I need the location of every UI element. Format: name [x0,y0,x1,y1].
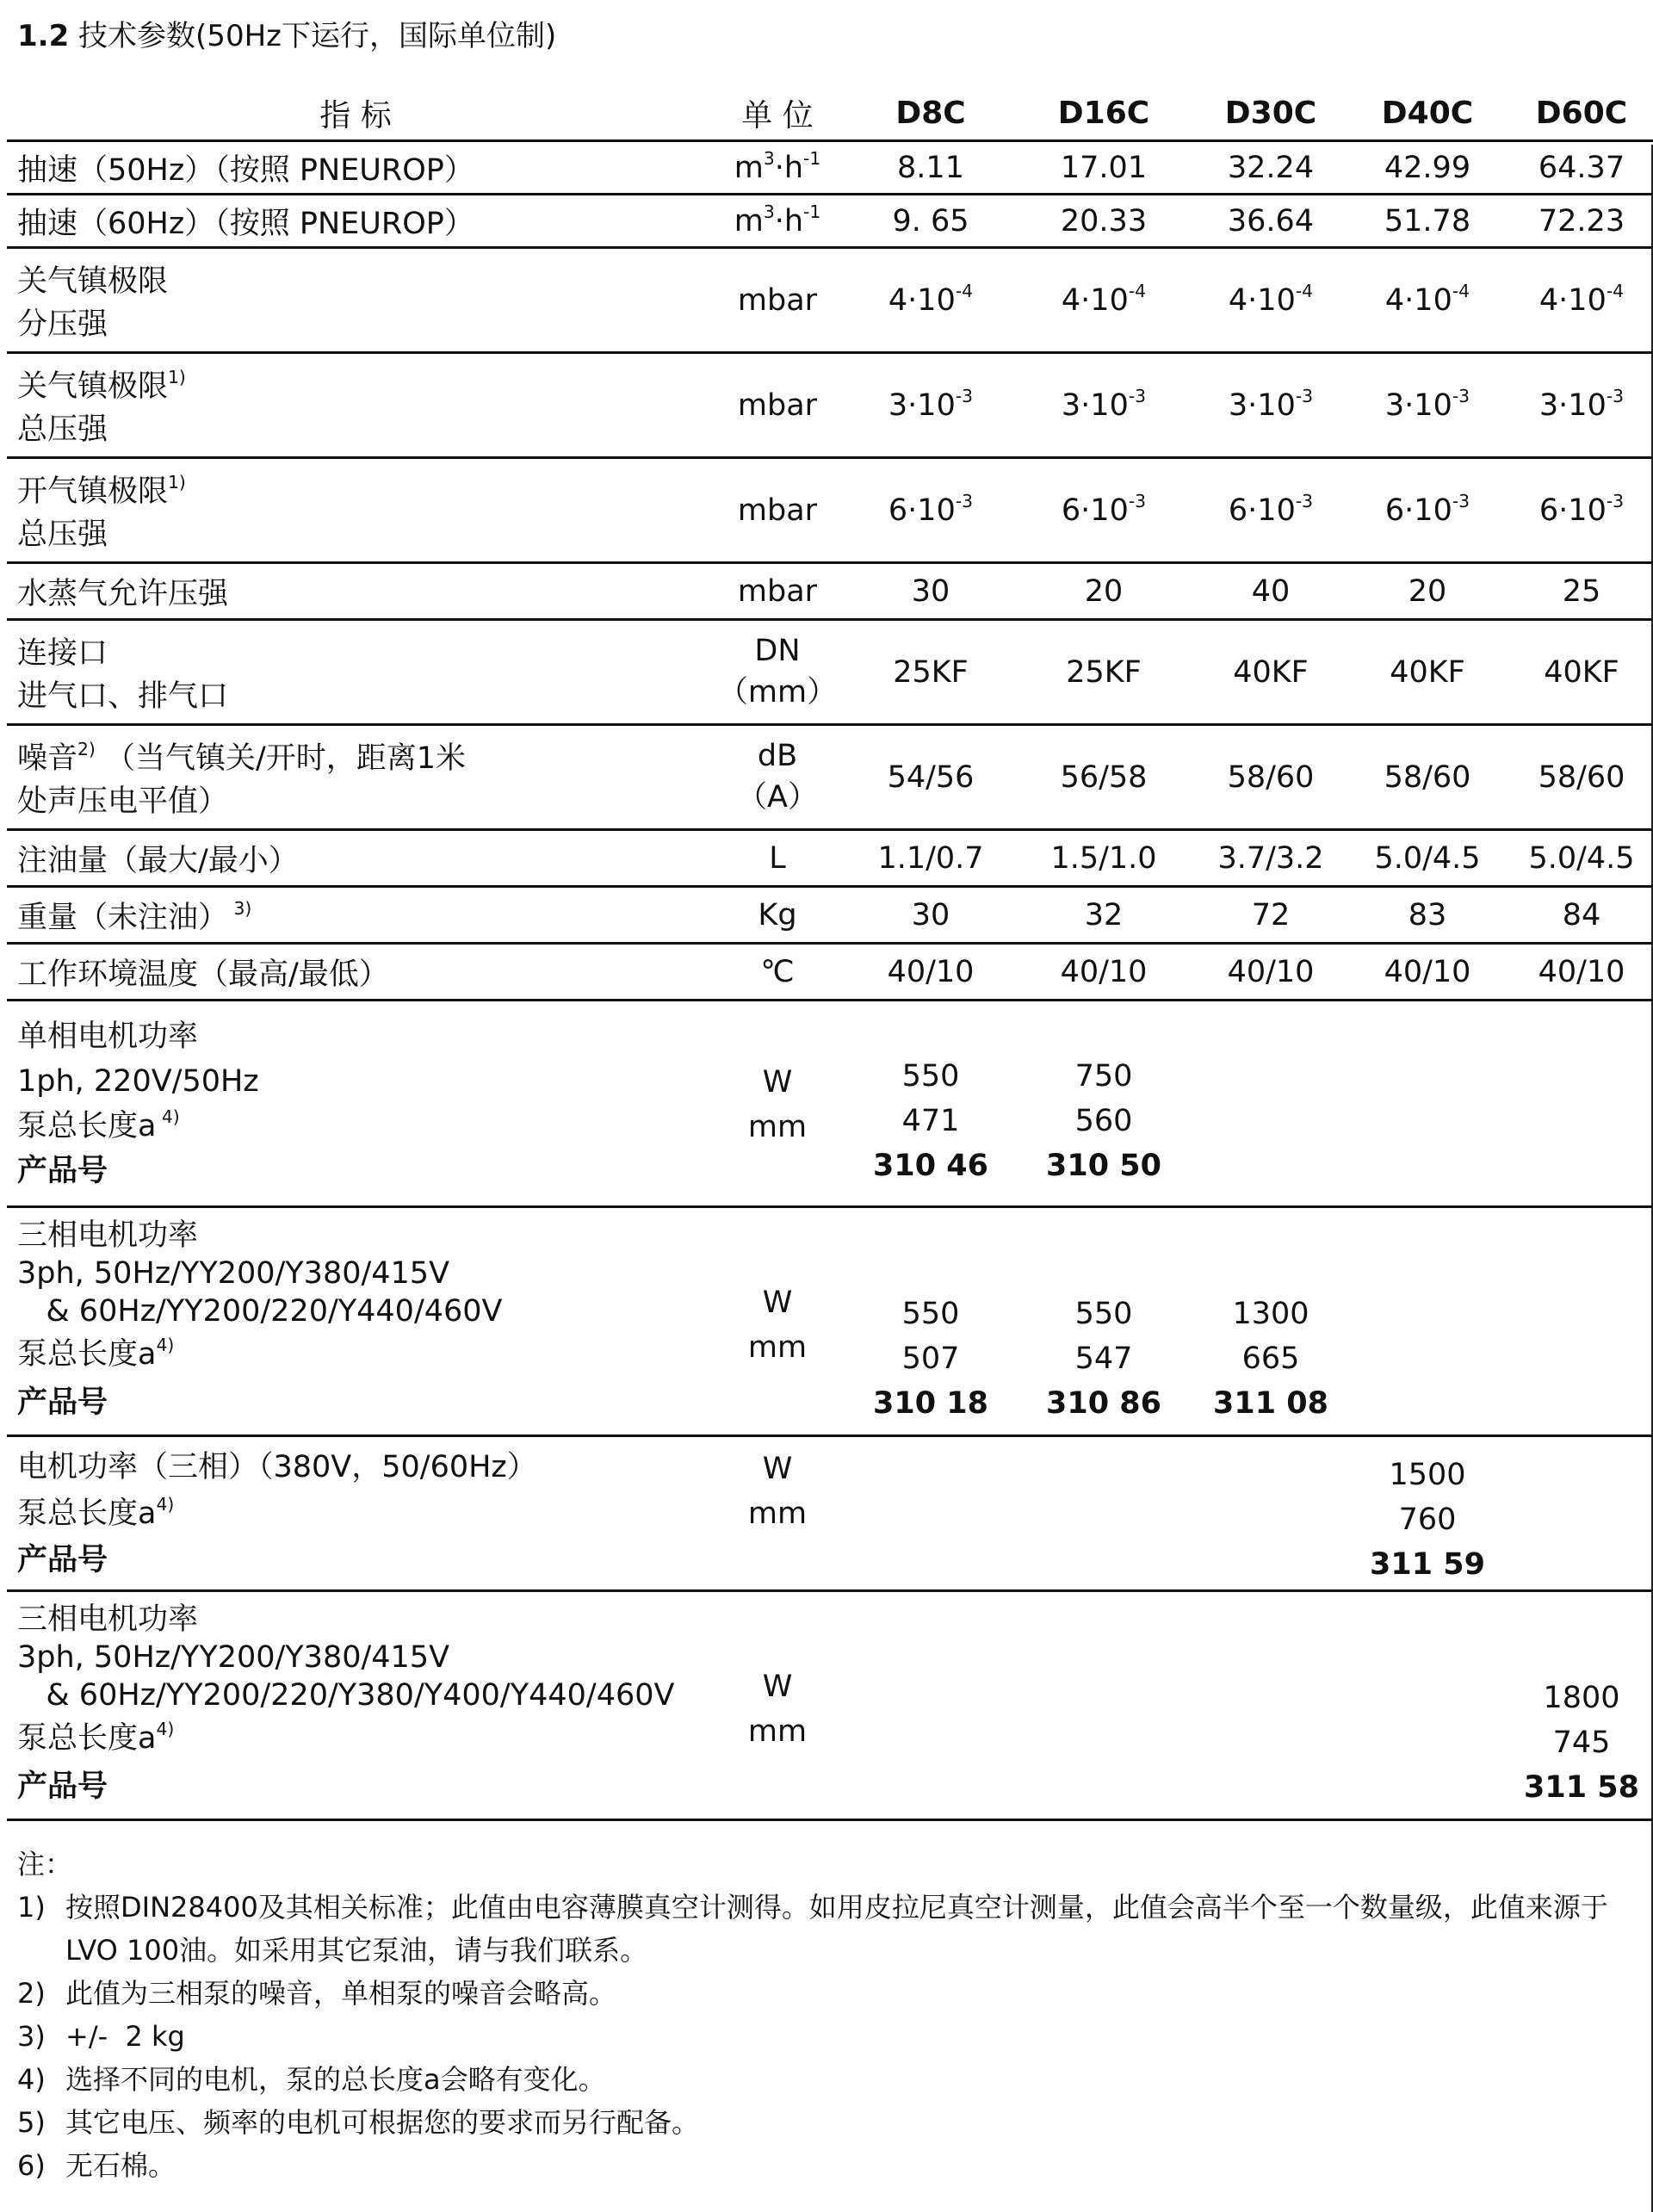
cell-value: 5.0/4.5 [1528,840,1635,876]
row-unit: ℃ [760,954,795,989]
footnote-text: 此值为三相泵的噪音，单相泵的噪音会略高。 [65,1977,617,2010]
cell-value: 32.24 [1227,150,1315,185]
header-unit: 单 位 [741,97,814,133]
cell-value: 54/56 [887,759,975,795]
cell-empty [1345,1591,1510,1820]
header-row [7,86,1653,141]
row-unit: W mm [747,1064,808,1144]
cell-value: 42.99 [1384,150,1471,185]
table-row [7,353,1653,458]
cell-value: 30 [911,573,950,609]
cell-value: 20 [1408,573,1447,609]
table-row [7,563,1653,620]
cell-value: 58/60 [1538,759,1625,795]
row-label: 单相电机功率 1ph, 220V/50Hz 泵总长度a $^{4)}$ 产品号 [17,1019,259,1188]
cell-value: 72.23 [1538,203,1625,239]
cell-value: 32 [1084,897,1124,933]
footnote-item [17,1886,1644,1972]
row-label: 开气镇极限$^{1)}$ 总压强 [17,471,186,552]
cell-empty [1510,1436,1653,1591]
cell-empty [1510,1207,1653,1436]
row-label: 关气镇极限 分压强 [17,263,169,342]
section-number: 1.2 [17,19,70,53]
row-unit: W mm [747,1669,808,1749]
footnote-number: 4) [17,2063,46,2096]
cell-value: 58/60 [1384,759,1471,795]
header-model: D60C [1535,95,1628,131]
cell-value: $4\cdot 10^{-4}$ [1228,280,1314,318]
row-label: 电机功率（三相）（380V，50/60Hz） 泵总长度$a^{4)}$ 产品号 [17,1449,537,1577]
cell-empty [851,1436,1011,1591]
motor-block-380v [7,1436,1653,1591]
header-model: D16C [1057,95,1150,131]
cell-value: 25KF [1066,654,1142,690]
footnote-item [17,2015,1644,2058]
row-unit: Kg [758,897,797,933]
cell-empty [1197,1591,1345,1820]
header-model: D40C [1381,95,1474,131]
header-indicator: 指 标 [319,97,392,133]
cell-empty [1011,1436,1197,1591]
footnote-item [17,2101,1644,2144]
row-label: 重量（未注油） $^{3)}$ [17,897,252,935]
cell-value: 9. 65 [892,203,969,239]
footnote-text: 选择不同的电机，泵的总长度a会略有变化。 [65,2063,606,2096]
header-model: D30C [1224,95,1317,131]
row-label: 噪音$^{2)}$ （当气镇关/开时，距离1米 处声压电平值） [17,738,467,819]
footnote-number: 5) [17,2106,46,2139]
cell-value: 36.64 [1227,203,1315,239]
cell-empty [1197,1436,1345,1591]
motor-block-single [7,1001,1653,1207]
cell-value: $6\cdot 10^{-3}$ [1538,490,1625,528]
footnote-text: 按照DIN28400及其相关标准；此值由电容薄膜真空计测得。如用皮拉尼真空计测量，此值会高半个至一个数量级，此值来源于LVO 100油。如采用其它泵油，请与我们联系。 [65,1891,1608,1967]
cell-value: 550 547 310 86 [1046,1296,1161,1421]
footnote-number: 1) [17,1891,46,1924]
cell-value: 1500 760 311 59 [1370,1457,1485,1582]
cell-empty [1510,1001,1653,1207]
row-label: 抽速（60Hz）（按照 PNEUROP） [17,206,474,241]
cell-value: 84 [1562,897,1601,933]
cell-value: 1800 745 311 58 [1524,1680,1639,1805]
row-unit: L [769,840,786,876]
cell-value: 750 560 310 50 [1046,1058,1161,1183]
row-label: 连接口 进气口、排气口 [17,635,229,714]
cell-value: 30 [911,897,950,933]
cell-value: 72 [1251,897,1291,933]
cell-empty [851,1591,1011,1820]
motor-block-three [7,1207,1653,1436]
cell-value: 25 [1562,573,1601,609]
table-row [7,944,1653,1001]
cell-value: $4\cdot 10^{-4}$ [1061,280,1147,318]
cell-value: 20.33 [1060,203,1148,239]
cell-value: $4\cdot 10^{-4}$ [1384,280,1470,318]
footnotes [17,1843,1644,2187]
row-label: 抽速（50Hz）（按照 PNEUROP） [17,152,474,188]
cell-value: 40/10 [1538,954,1625,989]
row-label: 水蒸气允许压强 [17,576,229,611]
cell-value: 40/10 [1060,954,1148,989]
table-row [7,887,1653,944]
cell-value: $3\cdot 10^{-3}$ [1538,385,1625,423]
cell-value: 1.1/0.7 [877,840,984,876]
cell-value: 40KF [1390,654,1465,690]
cell-value: $6\cdot 10^{-3}$ [888,490,974,528]
table-row [7,458,1653,563]
cell-value: 1300 665 311 08 [1213,1296,1328,1421]
cell-value: 550 471 310 46 [873,1058,988,1183]
cell-value: $3\cdot 10^{-3}$ [888,385,974,423]
cell-value: $3\cdot 10^{-3}$ [1061,385,1147,423]
cell-empty [1197,1001,1345,1207]
footnote-item [17,2144,1644,2187]
cell-value: 550 507 310 18 [873,1296,988,1421]
table-row [7,725,1653,830]
cell-value: 20 [1084,573,1124,609]
table-row [7,195,1653,248]
cell-value: 17.01 [1060,150,1148,185]
cell-value: 40KF [1233,654,1309,690]
row-label: 三相电机功率 3ph, 50Hz/YY200/Y380/415V & 60Hz/YY200/220/Y440/460V 泵总长度$a^{4)}$ 产品号 [17,1218,503,1420]
row-unit: mbar [737,387,818,423]
footnote-text: 无石棉。 [65,2149,176,2182]
cell-empty [1011,1591,1197,1820]
cell-value: 64.37 [1538,150,1625,185]
cell-value: 25KF [893,654,969,690]
row-unit: mbar [737,282,818,318]
row-unit: W mm [747,1285,808,1365]
cell-value: 40/10 [1384,954,1471,989]
spec-table [7,86,1653,1821]
row-unit: $m^3\cdot h^{-1}$ [734,201,821,239]
cell-value: $6\cdot 10^{-3}$ [1061,490,1147,528]
footnote-number: 2) [17,1977,46,2010]
row-unit: $m^3\cdot h^{-1}$ [734,147,821,185]
footnote-number: 6) [17,2149,46,2182]
cell-value: 3.7/3.2 [1217,840,1324,876]
cell-value: $4\cdot 10^{-4}$ [1538,280,1625,318]
cell-value: $6\cdot 10^{-3}$ [1384,490,1470,528]
row-label: 工作环境温度（最高/最低） [17,957,389,992]
header-model: D8C [895,95,966,131]
cell-value: 40/10 [887,954,975,989]
table-row [7,620,1653,725]
cell-value: 58/60 [1227,759,1315,795]
cell-value: 5.0/4.5 [1374,840,1481,876]
table-row [7,248,1653,353]
table-row [7,830,1653,887]
cell-value: 51.78 [1384,203,1471,239]
cell-value: $4\cdot 10^{-4}$ [888,280,974,318]
motor-block-three-d60c [7,1591,1653,1820]
footnote-item [17,1972,1644,2015]
row-unit: DN （mm） [717,633,838,709]
cell-value: 40 [1251,573,1291,609]
row-label: 三相电机功率 3ph, 50Hz/YY200/Y380/415V & 60Hz/YY200/220/Y380/Y400/Y440/460V 泵总长度$a^{4)}$ 产品号 [17,1602,675,1804]
cell-value: 56/58 [1060,759,1148,795]
row-unit: dB （A） [737,738,818,815]
page-title [17,17,556,55]
footnote-number: 3) [17,2020,46,2053]
table-row [7,141,1653,195]
notes-heading: 注： [17,1848,73,1881]
section-title: 技术参数(50Hz下运行，国际单位制) [69,19,557,53]
row-unit: mbar [737,493,818,528]
cell-empty [1345,1207,1510,1436]
row-label: 关气镇极限$^{1)}$ 总压强 [17,366,186,447]
cell-value: 83 [1408,897,1447,933]
cell-value: $3\cdot 10^{-3}$ [1228,385,1314,423]
row-unit: W mm [747,1451,808,1531]
footnote-item [17,2058,1644,2101]
cell-value: 40KF [1544,654,1619,690]
cell-value: 1.5/1.0 [1050,840,1157,876]
cell-value: $3\cdot 10^{-3}$ [1384,385,1470,423]
footnote-text: 其它电压、频率的电机可根据您的要求而另行配备。 [65,2106,700,2139]
footnote-text: +/- 2 kg [65,2020,185,2053]
cell-value: $6\cdot 10^{-3}$ [1228,490,1314,528]
row-label: 注油量（最大/最小） [17,843,299,878]
cell-value: 8.11 [897,150,964,185]
cell-value: 40/10 [1227,954,1315,989]
row-unit: mbar [737,573,818,609]
cell-empty [1345,1001,1510,1207]
